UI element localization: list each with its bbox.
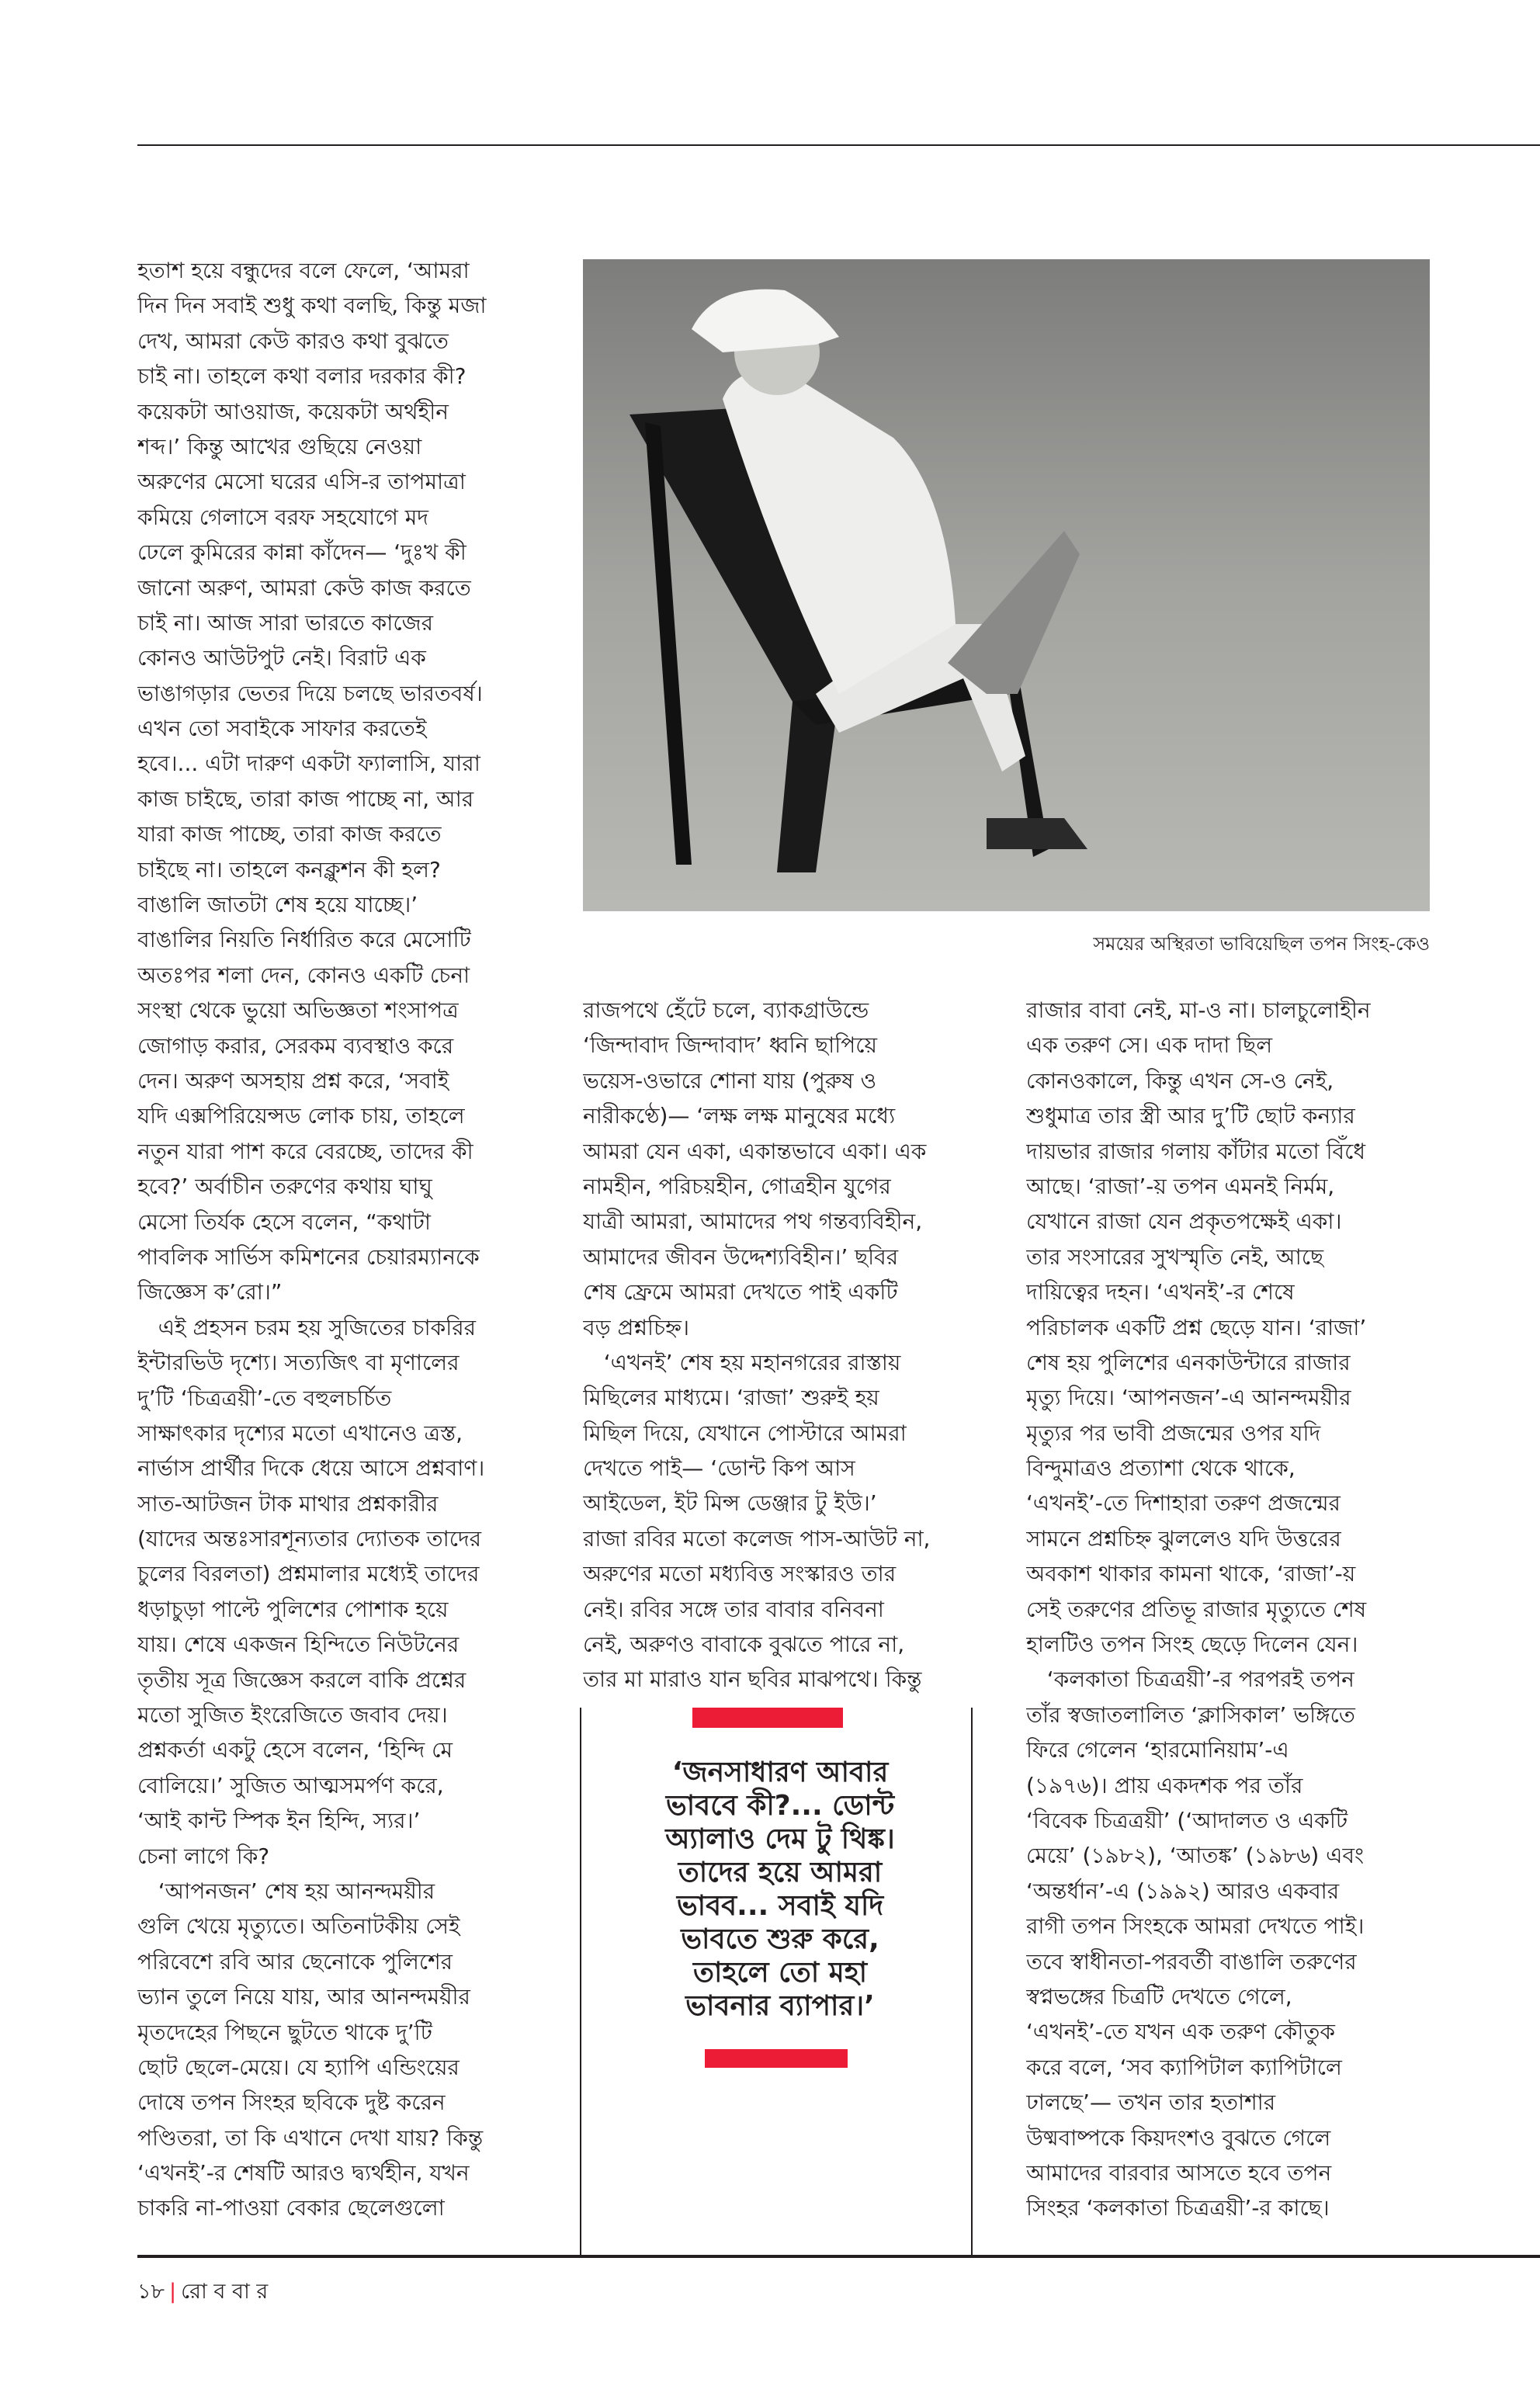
text-line: তৃতীয় সূত্র জিজ্ঞেস করলে বাকি প্রশ্নের <box>137 1666 467 1693</box>
text-line: তাঁর স্বজাতলালিত ‘ক্লাসিকাল’ ভঙ্গিতে <box>1026 1701 1355 1728</box>
article-photo <box>583 259 1430 911</box>
column-divider-left <box>580 1708 581 2256</box>
article-column-right <box>1026 993 1431 2226</box>
text-line: অ্যালাও দেম টু থিঙ্ক। <box>665 1823 895 1855</box>
text-line: সিংহর ‘কলকাতা চিত্রত্রয়ী’-র কাছে। <box>1026 2195 1330 2221</box>
text-line: হালটিও তপন সিংহ ছেড়ে দিলেন যেন। <box>1026 1632 1358 1658</box>
pull-quote-bar-top <box>692 1708 843 1728</box>
text-line: ‘এখনই’-তে যখন এক তরুণ কৌতুক <box>1026 2019 1335 2045</box>
page-number: ১৮ <box>137 2280 165 2304</box>
text-line: ভাবব... সবাই যদি <box>676 1890 884 1922</box>
text-line: বিন্দুমাত্রও প্রত্যাশা থেকে থাকে, <box>1026 1455 1295 1482</box>
text-line: চেনা লাগে কি? <box>137 1843 270 1869</box>
text-line: ইন্টারভিউ দৃশ্যে। সত্যজিৎ বা মৃণালের <box>137 1350 460 1376</box>
text-line: ‘বিবেক চিত্রত্রয়ী’ (‘আদালত ও একটি <box>1026 1807 1348 1833</box>
text-line: চাইছে না। তাহলে কনক্লুশন কী হল? <box>137 856 441 883</box>
text-line: ছোট ছেলে-মেয়ে। যে হ্যাপি এন্ডিংয়ের <box>137 2054 460 2080</box>
text-line: ভাবনার ব্যাপার।’ <box>685 1990 875 2022</box>
text-line: জিজ্ঞেস ক’রো।” <box>137 1279 283 1306</box>
pull-quote-bar-bottom <box>705 2049 848 2068</box>
text-line: স্বপ্নভঙ্গের চিত্রটি দেখতে গেলে, <box>1026 1983 1292 2010</box>
text-line: দিন দিন সবাই শুধু কথা বলছি, কিন্তু মজা <box>137 293 487 319</box>
text-line: যারা কাজ পাচ্ছে, তারা কাজ করতে <box>137 821 442 848</box>
text-line: ভাববে কী?... ডোন্ট <box>665 1790 895 1822</box>
text-line: প্রশ্নকর্তা একটু হেসে বলেন, ‘হিন্দি মে <box>137 1737 453 1764</box>
text-line: সেই তরুণের প্রতিভূ রাজার মৃত্যুতে শেষ <box>1026 1596 1367 1622</box>
text-line: নেই। রবির সঙ্গে তার বাবার বনিবনা <box>583 1596 884 1622</box>
text-line: তাদের হয়ে আমরা <box>678 1857 883 1888</box>
text-line: ভাঙাগড়ার ভেতর দিয়ে চলছে ভারতবর্ষ। <box>137 680 483 706</box>
text-line: সাক্ষাৎকার দৃশ্যের মতো এখানেও ত্রস্ত, <box>137 1420 463 1446</box>
text-line: শুধুমাত্র তার স্ত্রী আর দু’টি ছোট কন্যার <box>1026 1103 1355 1129</box>
text-line: মেয়ে’ (১৯৮২), ‘আতঙ্ক’ (১৯৮৬) এবং <box>1026 1843 1365 1869</box>
text-line: যদি এক্সপিরিয়েন্সড লোক চায়, তাহলে <box>137 1103 465 1129</box>
text-line: মৃত্যু দিয়ে। ‘আপনজন’-এ আনন্দময়ীর <box>1026 1385 1351 1411</box>
text-line: রাজপথে হেঁটে চলে, ব্যাকগ্রাউন্ডে <box>583 997 869 1023</box>
text-line: অরুণের মেসো ঘরের এসি-র তাপমাত্রা <box>137 469 466 495</box>
text-line: দোষে তপন সিংহর ছবিকে দুষ্ট করেন <box>137 2090 446 2116</box>
page-footer <box>137 2276 268 2311</box>
text-line: নেই, অরুণও বাবাকে বুঝতে পারে না, <box>583 1632 905 1658</box>
text-line: কয়েকটা আওয়াজ, কয়েকটা অর্থহীন <box>137 398 449 425</box>
text-line: যায়। শেষে একজন হিন্দিতে নিউটনের <box>137 1632 460 1658</box>
text-line: পাবলিক সার্ভিস কমিশনের চেয়ারম্যানকে <box>137 1243 480 1270</box>
text-line: ভ্যান তুলে নিয়ে যায়, আর আনন্দময়ীর <box>137 1984 470 2010</box>
text-line: দায়ভার রাজার গলায় কাঁটার মতো বিঁধে <box>1026 1138 1366 1164</box>
text-line: ঢালছে’— তখন তার হতাশার <box>1026 2090 1276 2116</box>
text-line: হবে।... এটা দারুণ একটা ফ্যালাসি, যারা <box>137 751 480 777</box>
text-line: দেখ, আমরা কেউ কারও কথা বুঝতে <box>137 328 449 354</box>
text-line: এক তরুণ সে। এক দাদা ছিল <box>1026 1032 1273 1059</box>
top-rule <box>137 144 1540 146</box>
text-line: শেষ ফ্রেমে আমরা দেখতে পাই একটি <box>583 1279 898 1306</box>
text-line: দু’টি ‘চিত্রত্রয়ী’-তে বহুলচর্চিত <box>137 1385 392 1411</box>
text-line: তার সংসারের সুখস্মৃতি নেই, আছে <box>1026 1243 1324 1270</box>
text-line: গুলি খেয়ে মৃত্যুতে। অতিনাটকীয় সেই <box>137 1913 460 1940</box>
text-line: কোনও আউটপুট নেই। বিরাট এক <box>137 645 426 671</box>
article-column-left <box>137 253 533 2226</box>
text-line: রাগী তপন সিংহকে আমরা দেখতে পাই। <box>1026 1913 1365 1940</box>
text-line: নারীকণ্ঠে)— ‘লক্ষ লক্ষ মানুষের মধ্যে <box>583 1103 896 1129</box>
text-line: এখন তো সবাইকে সাফার করতেই <box>137 716 427 742</box>
text-line: করে বলে, ‘সব ক্যাপিটাল ক্যাপিটালে <box>1026 2054 1342 2080</box>
text-line: বোলিয়ে।’ সুজিত আত্মসমর্পণ করে, <box>137 1772 444 1798</box>
text-line: অবকাশ থাকার কামনা থাকে, ‘রাজা’-য় <box>1026 1561 1356 1587</box>
text-line: আছে। ‘রাজা’-য় তপন এমনই নির্মম, <box>1026 1173 1335 1199</box>
text-line: উষ্মবাষ্পকে কিয়দংশও বুঝতে গেলে <box>1026 2124 1331 2151</box>
text-line: নার্ভাস প্রার্থীর দিকে ধেয়ে আসে প্রশ্নবাণ। <box>137 1455 485 1482</box>
text-line: চাই না। আজ সারা ভারতে কাজের <box>137 609 434 636</box>
text-line: যাত্রী আমরা, আমাদের পথ গন্তব্যবিহীন, <box>583 1209 923 1235</box>
text-line: পরিচালক একটি প্রশ্ন ছেড়ে যান। ‘রাজা’ <box>1026 1314 1367 1340</box>
text-line: হবে?’ অর্বাচীন তরুণের কথায় ঘাঘু <box>137 1174 432 1200</box>
text-line: সাত-আটজন টাক মাথার প্রশ্নকারীর <box>137 1490 439 1517</box>
text-line: ‘কলকাতা চিত্রত্রয়ী’-র পরপরই তপন <box>1026 1666 1354 1693</box>
text-line: বড় প্রশ্নচিহ্ন। <box>583 1314 689 1340</box>
text-line: যেখানে রাজা যেন প্রকৃতপক্ষেই একা। <box>1026 1209 1342 1235</box>
text-line: মেসো তির্যক হেসে বলেন, “কথাটা <box>137 1209 431 1235</box>
text-line: এই প্রহসন চরম হয় সুজিতের চাকরির <box>137 1314 477 1340</box>
text-line: কাজ চাইছে, তারা কাজ পাচ্ছে না, আর <box>137 786 474 812</box>
text-line: (যাদের অন্তঃসারশূন্যতার দ্যোতক তাদের <box>137 1526 482 1552</box>
text-line: ফিরে গেলেন ‘হারমোনিয়াম’-এ <box>1026 1737 1289 1764</box>
article-column-middle <box>583 993 965 1698</box>
text-line: ‘জিন্দাবাদ জিন্দাবাদ’ ধ্বনি ছাপিয়ে <box>583 1032 877 1059</box>
text-line: চুলের বিরলতা) প্রশ্নমালার মধ্যেই তাদের <box>137 1561 480 1587</box>
footer-separator: | <box>169 2280 177 2304</box>
text-line: ‘আপনজন’ শেষ হয় আনন্দময়ীর <box>137 1878 435 1904</box>
text-line: ‘এখনই’ শেষ হয় মহানগরের রাস্তায় <box>583 1349 901 1375</box>
text-line: মতো সুজিত ইংরেজিতে জবাব দেয়। <box>137 1702 448 1729</box>
text-line: তাহলে তো মহা <box>692 1957 868 1989</box>
text-line: তবে স্বাধীনতা-পরবর্তী বাঙালি তরুণের <box>1026 1948 1357 1975</box>
text-line: ‘অন্তর্ধান’-এ (১৯৯২) আরও একবার <box>1026 1878 1340 1904</box>
text-line: ‘এখনই’-র শেষটি আরও দ্ব্যর্থহীন, যখন <box>137 2160 470 2187</box>
text-line: জানো অরুণ, আমরা কেউ কাজ করতে <box>137 574 471 601</box>
text-line: মৃতদেহের পিছনে ছুটতে থাকে দু’টি <box>137 2019 432 2045</box>
text-line: চাই না। তাহলে কথা বলার দরকার কী? <box>137 363 467 390</box>
text-line: মিছিল দিয়ে, যেখানে পোস্টারে আমরা <box>583 1420 907 1446</box>
text-line: বাঙালি জাতটা শেষ হয়ে যাচ্ছে।’ <box>137 892 418 918</box>
bottom-rule <box>137 2255 1540 2258</box>
text-line: ভাবতে শুরু করে, <box>681 1923 879 1955</box>
text-line: সংস্থা থেকে ভুয়ো অভিজ্ঞতা শংসাপত্র <box>137 997 459 1024</box>
pull-quote <box>590 1756 970 2023</box>
text-line: জোগাড় করার, সেরকম ব্যবস্থাও করে <box>137 1032 454 1059</box>
column-divider-right <box>971 1708 973 2256</box>
text-line: পরিবেশে রবি আর ছেনোকে পুলিশের <box>137 1948 453 1975</box>
text-line: আইডেল, ইট মিন্স ডেঞ্জার টু ইউ।’ <box>583 1490 877 1517</box>
text-line: কমিয়ে গেলাসে বরফ সহযোগে মদ <box>137 504 428 530</box>
text-line: শব্দ।’ কিন্তু আখের গুছিয়ে নেওয়া <box>137 433 422 460</box>
text-line: দায়িত্বের দহন। ‘এখনই’-র শেষে <box>1026 1279 1295 1306</box>
text-line: আমরা যেন একা, একান্তভাবে একা। এক <box>583 1138 927 1164</box>
text-line: ‘আই কান্ট স্পিক ইন হিন্দি, স্যর।’ <box>137 1808 421 1834</box>
text-line: মিছিলের মাধ্যমে। ‘রাজা’ শুরুই হয় <box>583 1385 879 1411</box>
text-line: দেন। অরুণ অসহায় প্রশ্ন করে, ‘সবাই <box>137 1067 449 1094</box>
text-line: ধড়াচুড়া পাল্টে পুলিশের পোশাক হয়ে <box>137 1596 449 1622</box>
text-line: ভয়েস-ওভারে শোনা যায় (পুরুষ ও <box>583 1067 877 1094</box>
text-line: রাজা রবির মতো কলেজ পাস-আউট না, <box>583 1525 931 1552</box>
text-line: রাজার বাবা নেই, মা-ও না। চালচুলোহীন <box>1026 997 1371 1023</box>
text-line: ‘এখনই’-তে দিশাহারা তরুণ প্রজন্মের <box>1026 1490 1341 1517</box>
text-line: তার মা মারাও যান ছবির মাঝপথে। কিন্তু <box>583 1666 922 1693</box>
text-line: ঢেলে কুমিরের কান্না কাঁদেন— ‘দুঃখ কী <box>137 539 467 566</box>
photo-caption: সময়ের অস্থিরতা ভাবিয়েছিল তপন সিংহ-কেও <box>1093 933 1430 955</box>
text-line: দেখতে পাই— ‘ডোন্ট কিপ আস <box>583 1455 855 1482</box>
text-line: আমাদের বারবার আসতে হবে তপন <box>1026 2159 1332 2186</box>
text-line: মৃত্যুর পর ভাবী প্রজন্মের ওপর যদি <box>1026 1420 1321 1446</box>
text-line: ‘জনসাধারণ আবার <box>671 1757 889 1788</box>
text-line: নতুন যারা পাশ করে বেরচ্ছে, তাদের কী <box>137 1138 473 1164</box>
text-line: হতাশ হয়ে বন্ধুদের বলে ফেলে, ‘আমরা <box>137 258 470 283</box>
text-line: আমাদের জীবন উদ্দেশ্যবিহীন।’ ছবির <box>583 1243 899 1270</box>
text-line: পণ্ডিতরা, তা কি এখানে দেখা যায়? কিন্তু <box>137 2124 484 2151</box>
magazine-name: রো ব বা র <box>181 2280 269 2304</box>
text-line: অতঃপর শলা দেন, কোনও একটি চেনা <box>137 962 470 988</box>
text-line: কোনওকালে, কিন্তু এখন সে-ও নেই, <box>1026 1067 1334 1094</box>
text-line: (১৯৭৬)। প্রায় একদশক পর তাঁর <box>1026 1772 1303 1798</box>
text-line: চাকরি না-পাওয়া বেকার ছেলেগুলো <box>137 2195 445 2221</box>
text-line: শেষ হয় পুলিশের এনকাউন্টারে রাজার <box>1026 1349 1351 1375</box>
text-line: সামনে প্রশ্নচিহ্ন ঝুললেও যদি উত্তরের <box>1026 1525 1341 1552</box>
text-line: অরুণের মতো মধ্যবিত্ত সংস্কারও তার <box>583 1561 897 1587</box>
text-line: নামহীন, পরিচয়হীন, গোত্রহীন যুগের <box>583 1173 891 1199</box>
man-in-chair-photo <box>583 259 1430 911</box>
text-line: বাঙালির নিয়তি নির্ধারিত করে মেসোটি <box>137 927 471 953</box>
